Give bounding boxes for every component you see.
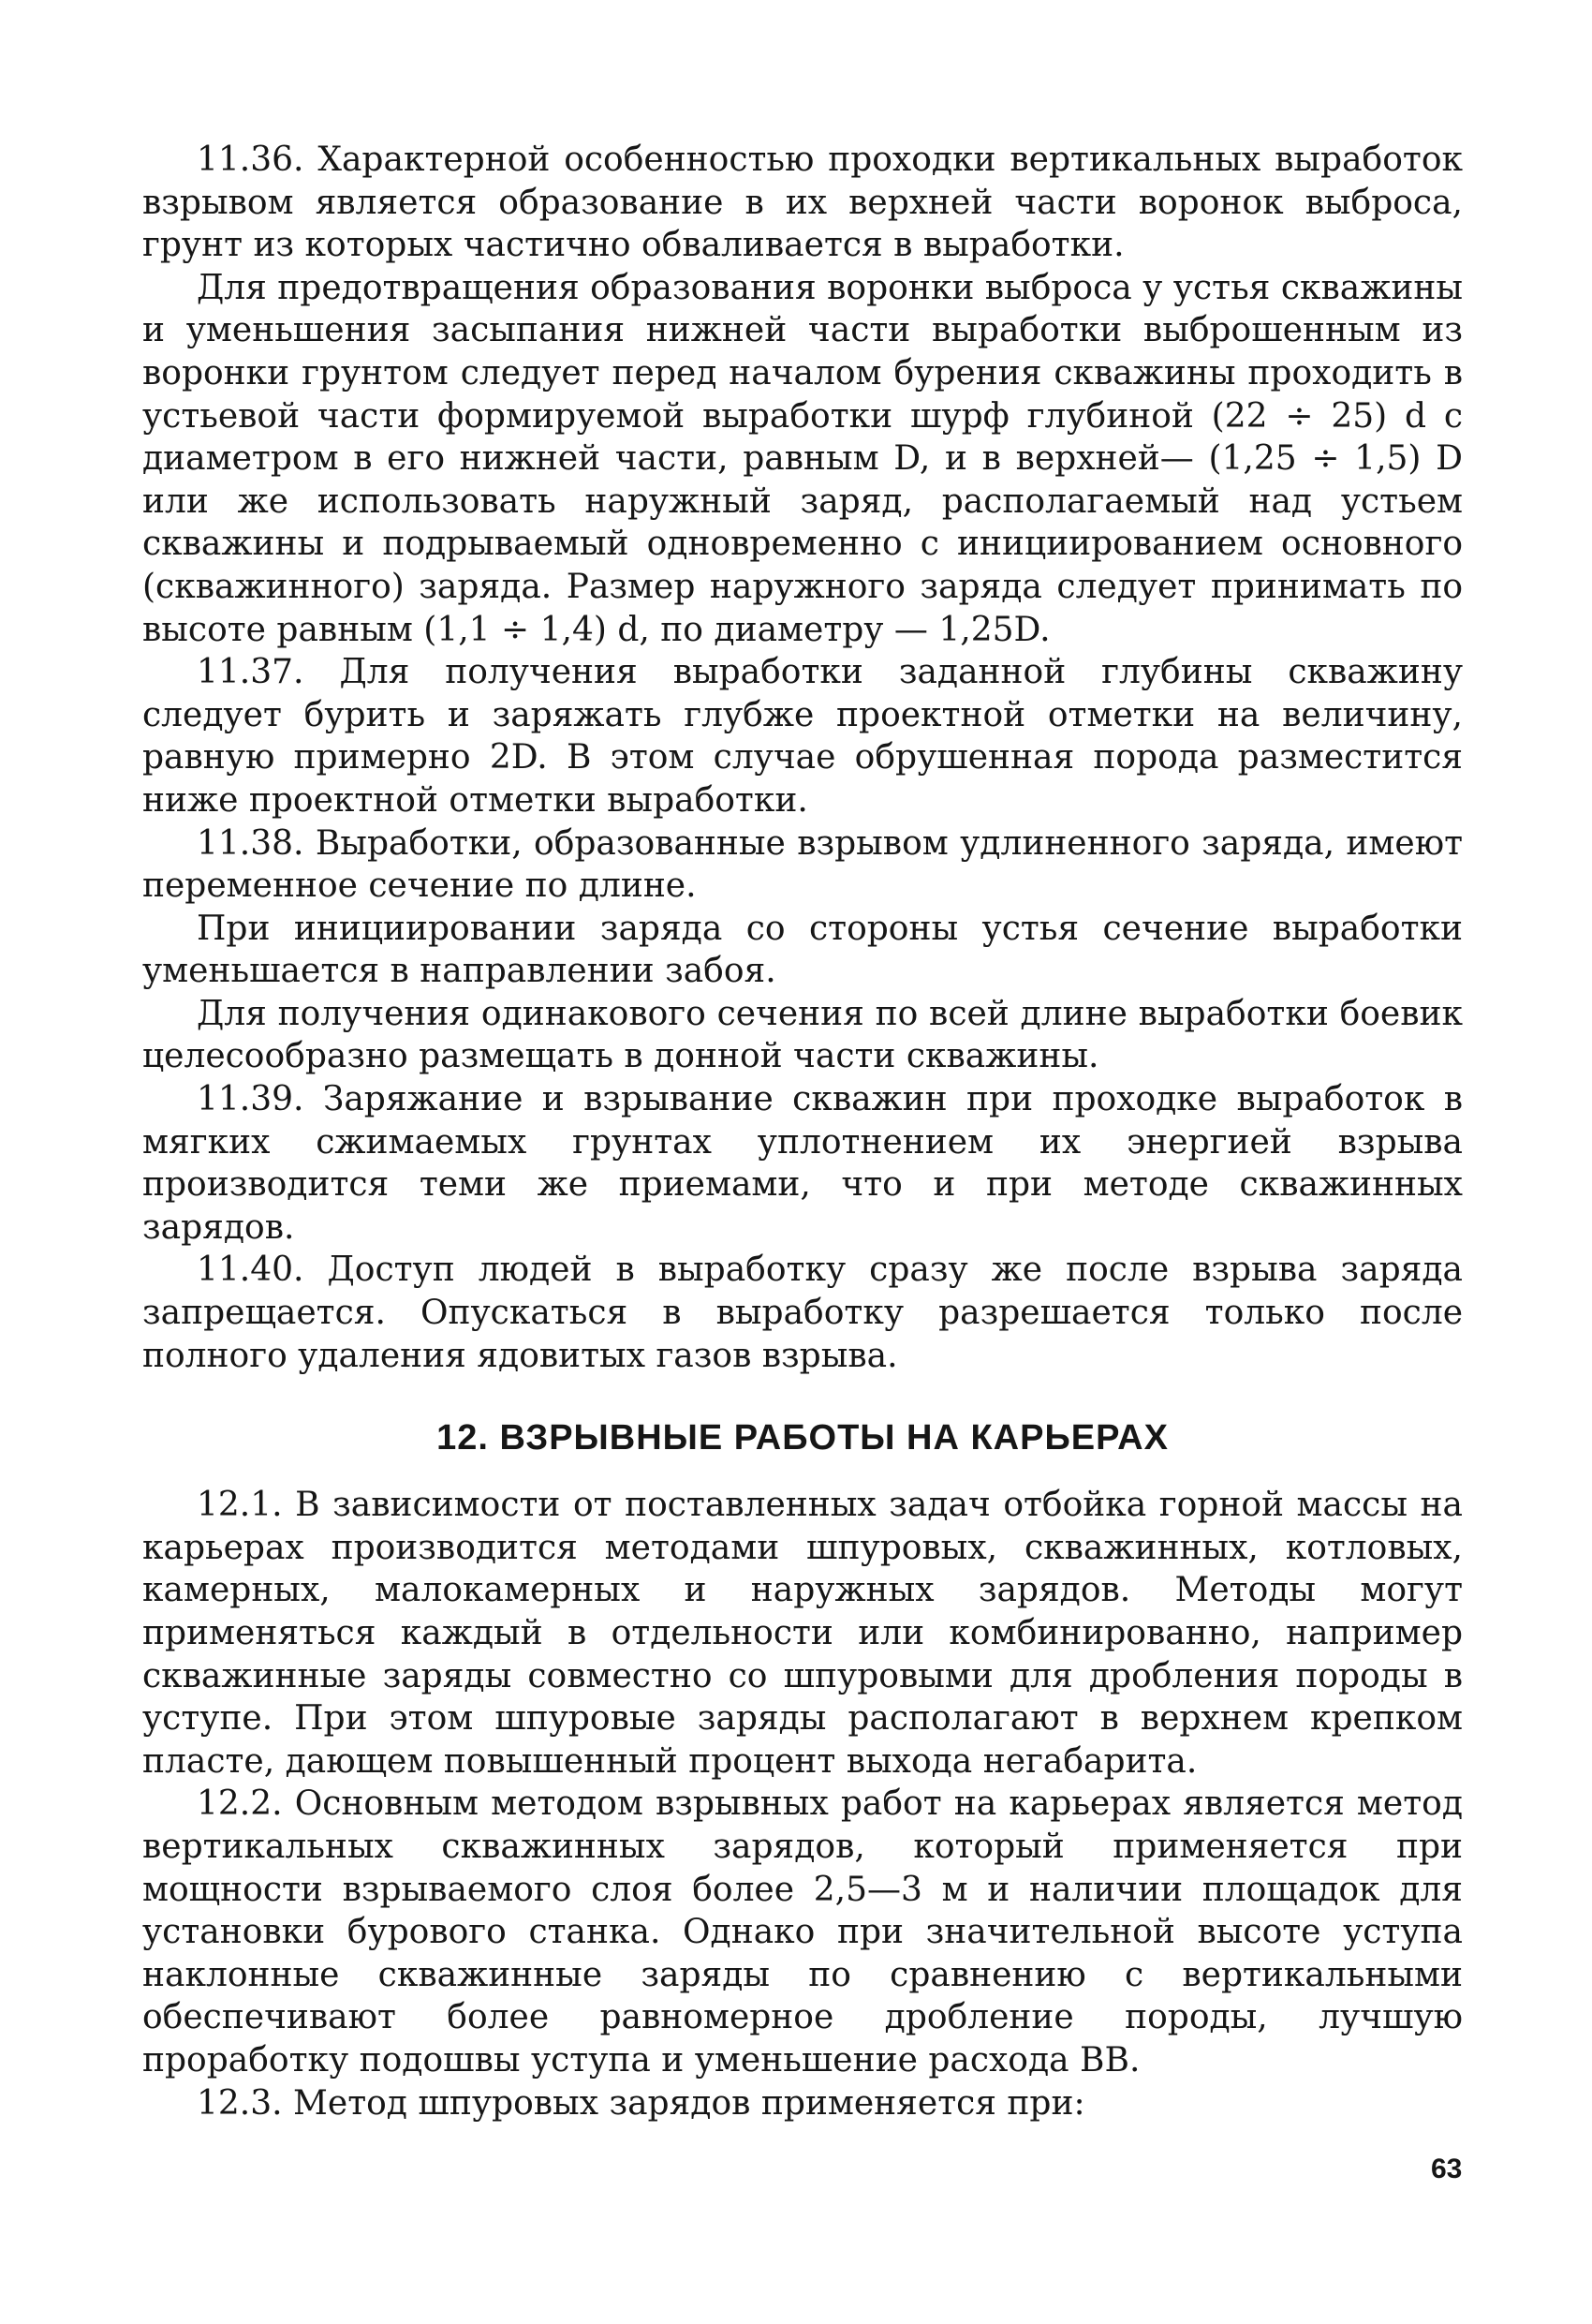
paragraph-11-36: 11.36. Характерной особенностью проходки вертикальных выработок взрывом является образование в их верхней части воронок выброса, грунт из которых частично обваливается в выработки. <box>142 141 1463 265</box>
paragraph-12-2: 12.2. Основным методом взрывных работ на карьерах является метод вертикальных скважинных зарядов, который применяется при мощности взрываемого слоя более 2,5—3 м и наличии площадок для установки бурового станка. Однако при значительной высоте уступа наклонные скважинные заряды по сравнению с вертикальными обеспечивают более равномерное дробление породы, лучшую проработку подошвы уступа и уменьшение расхода ВВ. <box>142 1784 1463 2080</box>
paragraph-12-3: 12.3. Метод шпуровых зарядов применяется при: <box>197 2083 1085 2123</box>
paragraph-12-1: 12.1. В зависимости от поставленных задач отбойка горной массы на карьерах производится методами шпуровых, скважинных, котловых, камерных, малокамерных и наружных зарядов. Методы могут применяться каждый в отдельности или комбинированно, например скважинные заряды совместно со шпуровыми для дробления породы в уступе. При этом шпуровые заряды располагают в верхнем крепком пласте, дающем повышенный процент выхода негабарита. <box>142 1486 1463 1781</box>
paragraph-11-38: 11.38. Выработки, образованные взрывом удлиненного заряда, имеют переменное сечение по длине. <box>142 823 1463 906</box>
paragraph-11-40: 11.40. Доступ людей в выработку сразу же после взрыва заряда запрещается. Опускаться в выработку разрешается только после полного удаления ядовитых газов взрыва. <box>142 1251 1463 1375</box>
page-number: 63 <box>1431 2154 1463 2184</box>
paragraph-11-38-initiation: При инициировании заряда со стороны устья сечение выработки уменьшается в направлении забоя. <box>142 909 1463 991</box>
paragraph-11-36-continued: Для предотвращения образования воронки выброса у устья скважины и уменьшения засыпания нижней части выработки выброшенным из воронки грунтом следует перед началом бурения скважины проходить в устьевой части формируемой выработки шурф глубиной (22 ÷ 25) d с диаметром в его нижней части, равным D, и в верхней— (1,25 ÷ 1,5) D или же использовать наружный заряд, располагаемый над устьем скважины и подрываемый одновременно с инициированием основного (скважинного) заряда. Размер наружного заряда следует принимать по высоте равным (1,1 ÷ 1,4) d, по диаметру — 1,25D. <box>142 268 1463 649</box>
section-heading: 12. ВЗРЫВНЫЕ РАБОТЫ НА КАРЬЕРАХ <box>436 1418 1169 1458</box>
paragraph-11-37: 11.37. Для получения выработки заданной глубины скважину следует бурить и заряжать глубже проектной отметки на величину, равную примерно 2D. В этом случае обрушенная порода разместится ниже проектной отметки выработки. <box>142 653 1463 820</box>
page-body <box>142 139 1463 2124</box>
paragraph-11-38-primer: Для получения одинакового сечения по всей длине выработки боевик целесообразно размещать в донной части скважины. <box>142 994 1463 1076</box>
paragraph-11-39: 11.39. Заряжание и взрывание скважин при проходке выработок в мягких сжимаемых грунтах уплотнением их энергией взрыва производится теми же приемами, что и при методе скважинных зарядов. <box>142 1080 1463 1247</box>
